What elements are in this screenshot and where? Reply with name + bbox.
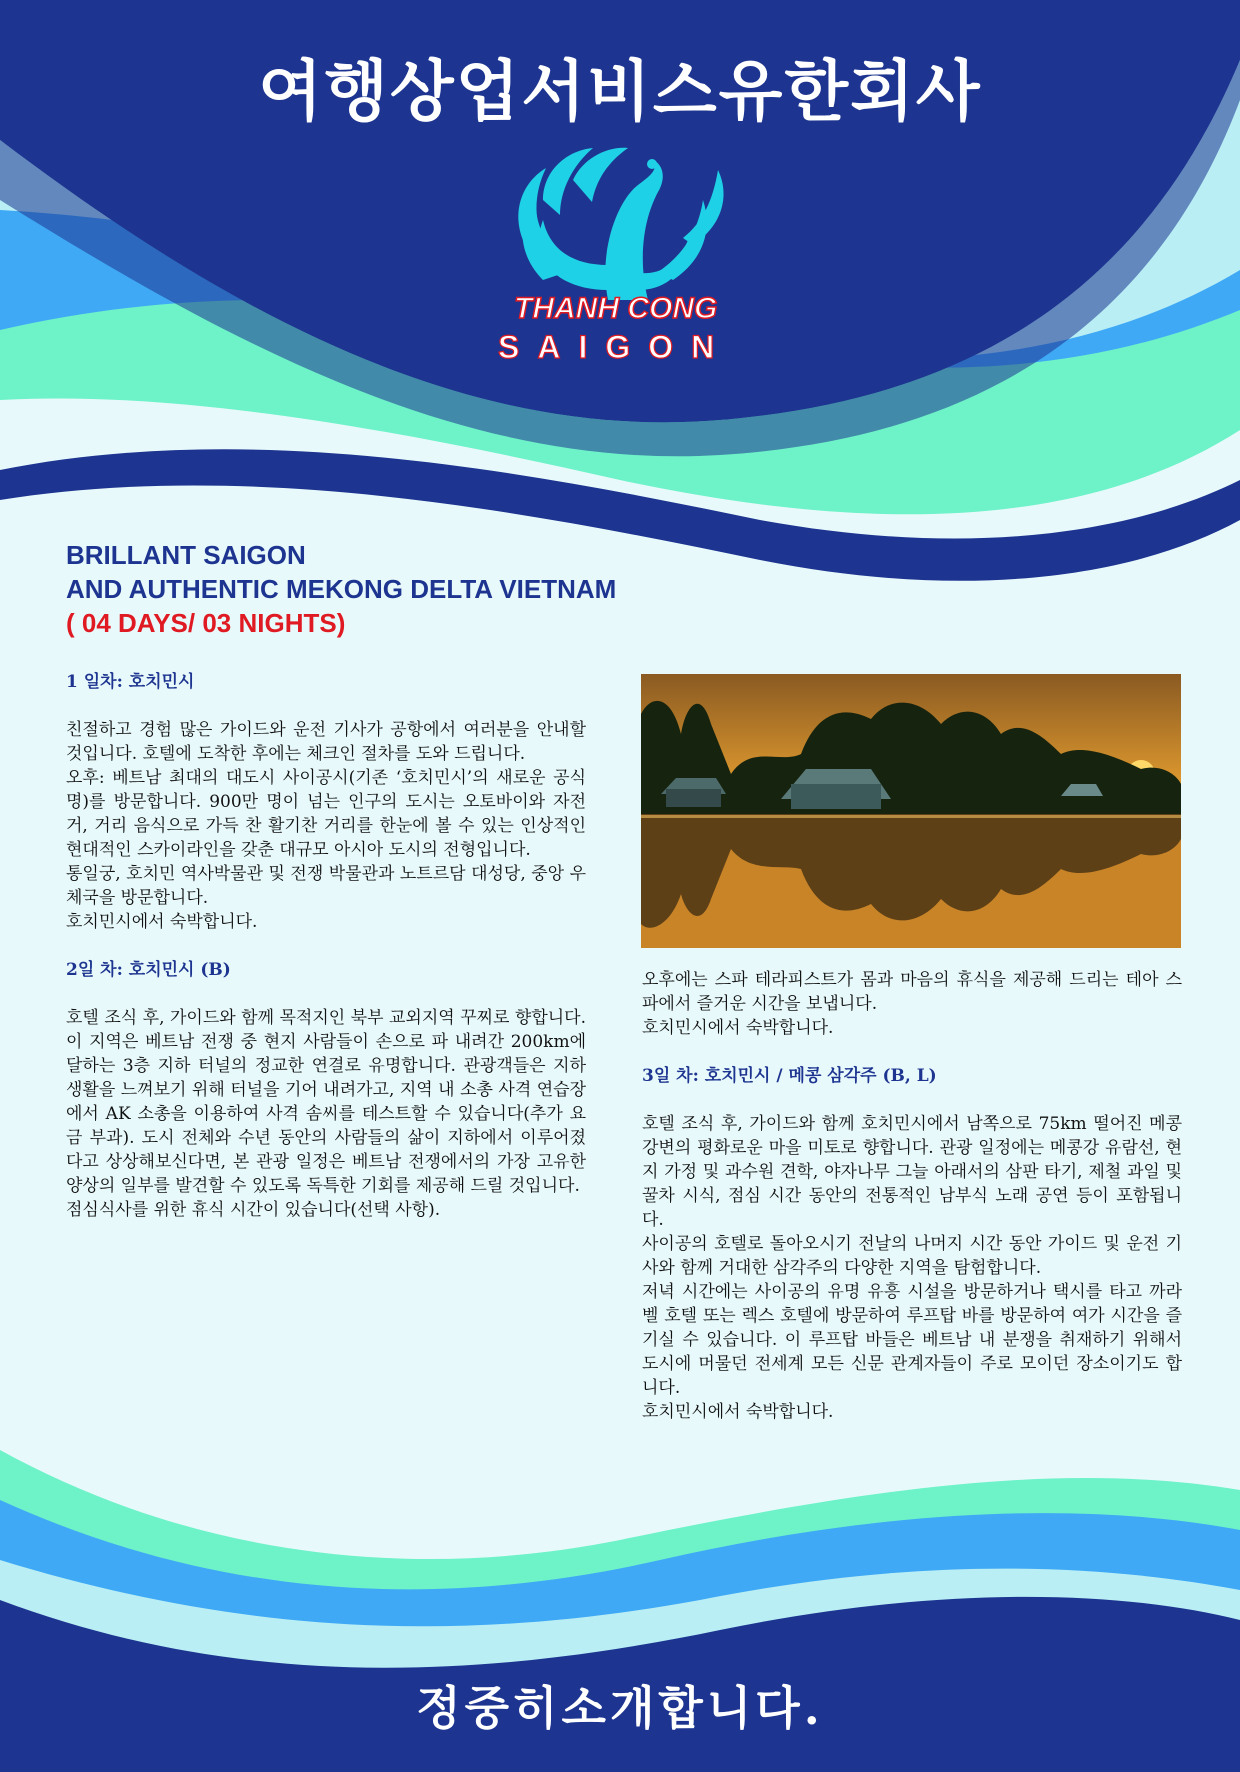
day2-paragraph: 오후에는 스파 테라피스트가 몸과 마음의 휴식을 제공해 드리는 테아 스파에서 즐거운 시간을 보냅니다. bbox=[642, 970, 1182, 1014]
day2-paragraph: 호치민시에서 숙박합니다. bbox=[642, 1018, 834, 1038]
tour-duration: ( 04 DAYS/ 03 NIGHTS) bbox=[66, 608, 346, 638]
day2-title: 2일 차: 호치민시 (B) bbox=[66, 960, 231, 980]
logo-text-line1: THANH CONG bbox=[514, 292, 718, 325]
day1-paragraph: 오후: 베트남 최대의 대도시 사이공시(기존 ‘호치민시’의 새로운 공식명)를 방문합니다. 900만 명이 넘는 인구의 도시는 오토바이와 자전거, 거리 음식으로 가득 찬 활기찬 거리를 한눈에 볼 수 있는 인상적인 현대적인 스카이라인을 갖춘 대규모 아시아 도시의 전형입니다. bbox=[66, 768, 586, 860]
day3-paragraph: 호치민시에서 숙박합니다. bbox=[642, 1402, 834, 1422]
itinerary-right-column bbox=[642, 968, 1182, 1424]
company-name: 여행상업서비스유한회사 bbox=[258, 52, 982, 130]
day3-paragraph: 호텔 조식 후, 가이드와 함께 호치민시에서 남쪽으로 75km 떨어진 메콩강변의 평화로운 마을 미토로 향합니다. 관광 일정에는 메콩강 유람선, 현지 가정 및 과수원 견학, 야자나무 그늘 아래서의 삼판 타기, 제철 과일 및 꿀차 시식, 점심 시간 동안의 전통적인 남부식 노래 공연 등이 포함됩니다. bbox=[642, 1114, 1182, 1230]
logo-text-line2: SAIGON bbox=[498, 329, 733, 365]
mekong-sunset-photo bbox=[641, 674, 1181, 948]
day3-paragraph: 사이공의 호텔로 돌아오시기 전날의 나머지 시간 동안 가이드 및 운전 기사와 함께 거대한 삼각주의 다양한 지역을 탐험합니다. bbox=[642, 1234, 1182, 1278]
footer-greeting: 정중히소개합니다. bbox=[416, 1681, 824, 1735]
tour-title bbox=[66, 538, 766, 640]
peacock-icon bbox=[518, 148, 723, 300]
day1-paragraph: 친절하고 경험 많은 가이드와 운전 기사가 공항에서 여러분을 안내할 것입니다. 호텔에 도착한 후에는 체크인 절차를 도와 드립니다. bbox=[66, 720, 586, 764]
tour-title-line1: BRILLANT SAIGON bbox=[66, 540, 306, 570]
day1-paragraph: 호치민시에서 숙박합니다. bbox=[66, 912, 258, 932]
day3-title: 3일 차: 호치민시 / 메콩 삼각주 (B, L) bbox=[642, 1066, 937, 1086]
day2-paragraph: 호텔 조식 후, 가이드와 함께 목적지인 북부 교외지역 꾸찌로 향합니다. 이 지역은 베트남 전쟁 중 현지 사람들이 손으로 파 내려간 200km에 달하는 3층 지하 터널의 정교한 연결로 유명합니다. 관광객들은 지하 생활을 느껴보기 위해 터널을 기어 내려가고, 지역 내 소총 사격 연습장에서 AK 소총을 이용하여 사격 솜씨를 테스트할 수 있습니다(추가 요금 부과). 도시 전체와 수년 동안의 사람들의 삶이 지하에서 이루어졌다고 상상해보신다면, 본 관광 일정은 베트남 전쟁에서의 가장 고유한 양상의 일부를 발견할 수 있도록 독특한 기회를 제공해 드릴 것입니다. bbox=[66, 1008, 586, 1196]
itinerary-left-column bbox=[66, 670, 586, 1222]
day2-paragraph: 점심식사를 위한 휴식 시간이 있습니다(선택 사항). bbox=[66, 1200, 441, 1220]
day1-paragraph: 통일궁, 호치민 역사박물관 및 전쟁 박물관과 노트르담 대성당, 중앙 우체국을 방문합니다. bbox=[66, 864, 586, 908]
day1-title: 1 일차: 호치민시 bbox=[66, 672, 195, 692]
company-logo bbox=[488, 140, 758, 365]
day3-paragraph: 저녁 시간에는 사이공의 유명 유흥 시설을 방문하거나 택시를 타고 까라벨 호텔 또는 렉스 호텔에 방문하여 루프탑 바를 방문하여 여가 시간을 즐기실 수 있습니다. 이 루프탑 바들은 베트남 내 분쟁을 취재하기 위해서 도시에 머물던 전세계 모든 신문 관계자들이 주로 모이던 장소이기도 합니다. bbox=[642, 1282, 1182, 1398]
tour-title-line2: AND AUTHENTIC MEKONG DELTA VIETNAM bbox=[66, 574, 617, 604]
